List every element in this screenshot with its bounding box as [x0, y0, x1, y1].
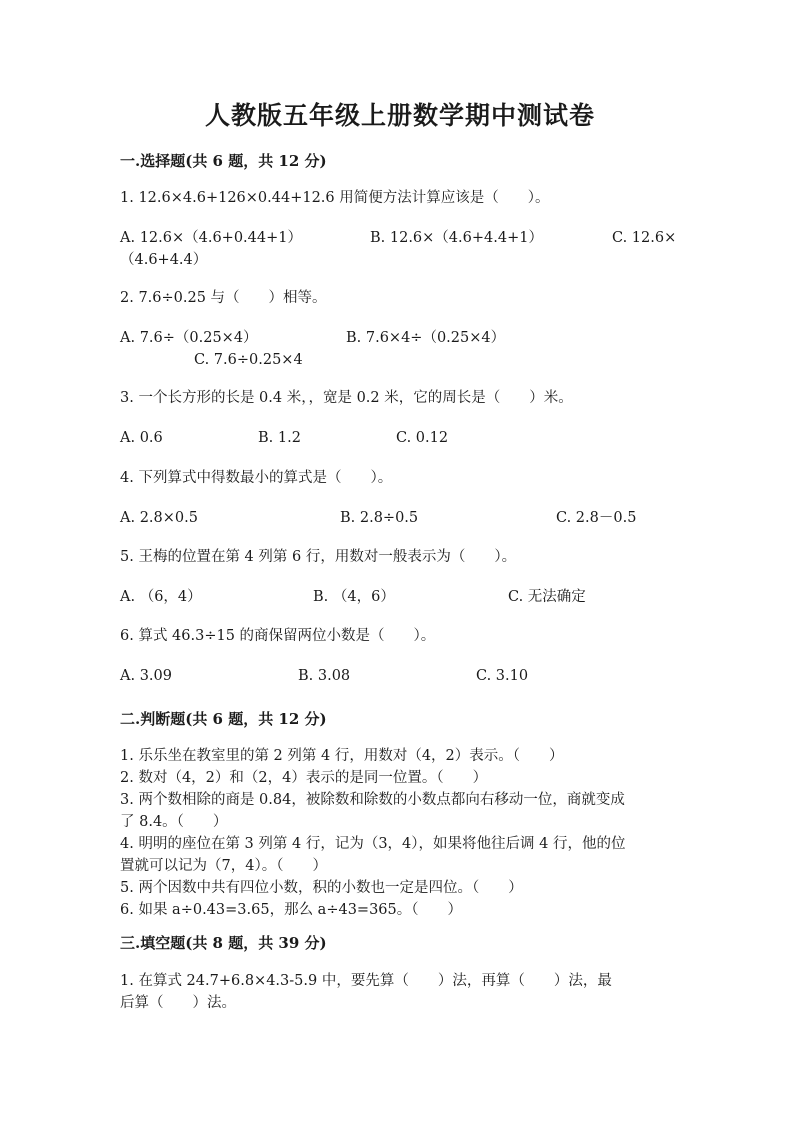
question-4-stem: 4. 下列算式中得数最小的算式是（ ）。: [120, 470, 393, 486]
question-5-option-b: B. （4，6）: [313, 589, 395, 605]
question-3-option-b: B. 1.2: [258, 430, 301, 446]
section-heading-choice: 一.选择题(共 6 题，共 12 分): [120, 152, 327, 170]
question-3-option-a: A. 0.6: [120, 430, 163, 446]
exam-title: 人教版五年级上册数学期中测试卷: [204, 101, 595, 130]
question-2-option-c: C. 7.6÷0.25×4: [194, 352, 303, 368]
judgement-line-4: 4. 明明的座位在第 3 列第 4 行，记为（3，4），如果将他往后调 4 行，他的位: [120, 836, 626, 852]
section-heading-fill-in: 三.填空题(共 8 题，共 39 分): [120, 934, 327, 952]
judgement-line-6: 6. 如果 a÷0.43=3.65，那么 a÷43=365。（ ）: [120, 902, 462, 918]
judgement-line-4-continued: 置就可以记为（7，4）。（ ）: [120, 858, 327, 874]
question-1-option-b: B. 12.6×（4.6+4.4+1）: [370, 230, 543, 246]
fill-in-line-1-continued: 后算（ ）法。: [120, 995, 236, 1011]
question-2-option-a: A. 7.6÷（0.25×4）: [120, 330, 258, 346]
question-3-option-c: C. 0.12: [396, 430, 449, 446]
question-1-stem: 1. 12.6×4.6+126×0.44+12.6 用简便方法计算应该是（ ）。: [120, 190, 550, 206]
question-4-option-a: A. 2.8×0.5: [120, 510, 198, 526]
section-heading-judgement: 二.判断题(共 6 题，共 12 分): [120, 710, 327, 728]
question-5-stem: 5. 王梅的位置在第 4 列第 6 行，用数对一般表示为（ ）。: [120, 549, 517, 565]
question-1-option-a: A. 12.6×（4.6+0.44+1）: [120, 230, 302, 246]
question-6-stem: 6. 算式 46.3÷15 的商保留两位小数是（ ）。: [120, 628, 436, 644]
judgement-line-2: 2. 数对（4，2）和（2，4）表示的是同一位置。（ ）: [120, 770, 488, 786]
question-6-option-c: C. 3.10: [476, 668, 529, 684]
judgement-line-3: 3. 两个数相除的商是 0.84，被除数和除数的小数点都向右移动一位，商就变成: [120, 792, 625, 808]
judgement-line-3-continued: 了 8.4。（ ）: [120, 814, 228, 830]
question-6-option-b: B. 3.08: [298, 668, 351, 684]
judgement-line-1: 1. 乐乐坐在教室里的第 2 列第 4 行，用数对（4，2）表示。（ ）: [120, 748, 564, 764]
question-2-stem: 2. 7.6÷0.25 与（ ）相等。: [120, 290, 327, 306]
question-4-option-c: C. 2.8－0.5: [556, 510, 637, 526]
question-5-option-c: C. 无法确定: [508, 589, 586, 605]
question-1-option-c: C. 12.6×: [612, 230, 677, 246]
question-5-option-a: A. （6，4）: [120, 589, 202, 605]
fill-in-line-1: 1. 在算式 24.7+6.8×4.3-5.9 中，要先算（ ）法，再算（ ）法，最: [120, 973, 612, 989]
question-1-option-c-continued: （4.6+4.4）: [120, 252, 208, 268]
question-4-option-b: B. 2.8÷0.5: [340, 510, 419, 526]
judgement-line-5: 5. 两个因数中共有四位小数，积的小数也一定是四位。（ ）: [120, 880, 523, 896]
question-6-option-a: A. 3.09: [120, 668, 172, 684]
question-3-stem: 3. 一个长方形的长是 0.4 米，，宽是 0.2 米，它的周长是（ ）米。: [120, 390, 573, 406]
question-2-option-b: B. 7.6×4÷（0.25×4）: [346, 330, 506, 346]
